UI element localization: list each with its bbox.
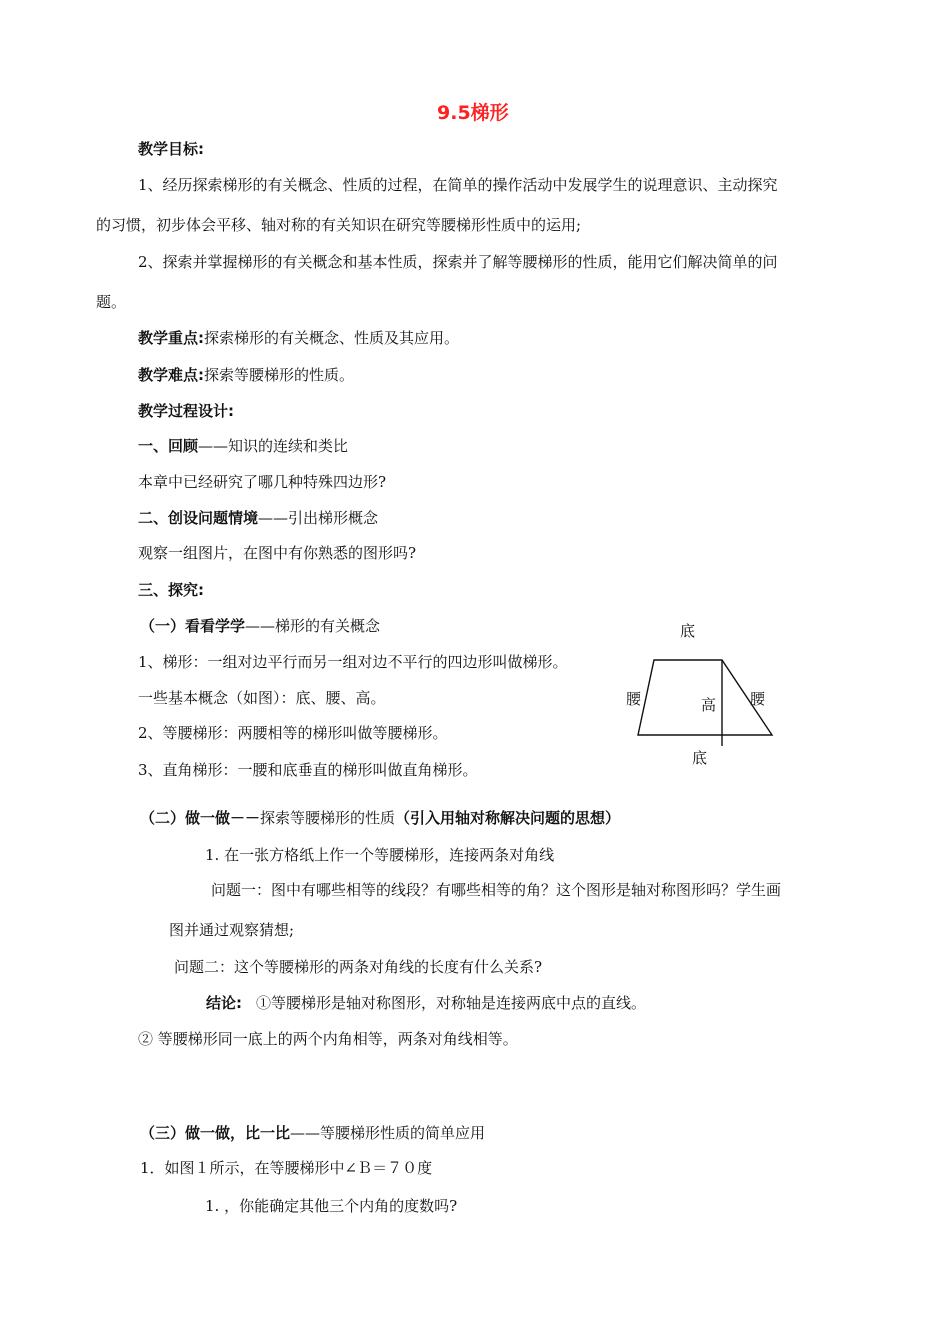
page-title: 9.5梯形 xyxy=(437,102,509,124)
objective-1-line-1: 1、经历探索梯形的有关概念、性质的过程，在简单的操作活动中发展学生的说理意识、主动探究 xyxy=(138,176,778,194)
part-3-heading xyxy=(140,1123,485,1143)
part-2-dash: －－ xyxy=(230,809,261,827)
section-3-heading: 三、探究: xyxy=(138,581,204,599)
part-1-line-2: 一些基本概念（如图）：底、腰、高。 xyxy=(138,689,386,707)
label-left-leg: 腰 xyxy=(626,690,642,708)
section-2-title: 二、创设问题情境 xyxy=(138,509,259,527)
section-2-question: 观察一组图片，在图中有你熟悉的图形吗? xyxy=(138,544,417,562)
label-bottom-base: 底 xyxy=(692,749,708,767)
objective-1-line-2: 的习惯，初步体会平移、轴对称的有关知识在研究等腰梯形性质中的运用; xyxy=(96,216,582,234)
question-1-line-1: 问题一：图中有哪些相等的线段？有哪些相等的角？这个图形是轴对称图形吗？学生画 xyxy=(211,881,782,899)
difficulty-label: 教学难点: xyxy=(138,366,204,384)
key-point-label: 教学重点: xyxy=(138,329,204,347)
conclusion-2: ② 等腰梯形同一底上的两个内角相等，两条对角线相等。 xyxy=(138,1030,518,1048)
label-top-base: 底 xyxy=(680,622,696,640)
part-3-sub-1: 1. ，你能确定其他三个内角的度数吗? xyxy=(205,1197,458,1215)
objective-2-line-2: 题。 xyxy=(96,293,127,311)
section-1-heading xyxy=(138,436,348,456)
part-2-heading xyxy=(140,808,620,828)
part-1-subtitle: ——梯形的有关概念 xyxy=(245,617,381,635)
part-1-title: （一）看看学学 xyxy=(140,617,246,635)
part-1-line-3: 2、等腰梯形：两腰相等的梯形叫做等腰梯形。 xyxy=(138,724,448,742)
objective-2-line-1: 2、探索并掌握梯形的有关概念和基本性质，探索并了解等腰梯形的性质，能用它们解决简单的问 xyxy=(138,253,778,271)
part-3-title: （三）做一做，比一比 xyxy=(140,1124,291,1142)
conclusion-1: ①等腰梯形是轴对称图形，对称轴是连接两底中点的直线。 xyxy=(256,994,647,1012)
part-2-note: （引入用轴对称解决问题的思想） xyxy=(395,809,621,827)
section-1-question: 本章中已经研究了哪几种特殊四边形? xyxy=(138,473,387,491)
part-2-subtitle: 探索等腰梯形的性质 xyxy=(260,809,396,827)
conclusion-1-row xyxy=(206,993,646,1013)
part-3-subtitle: ——等腰梯形性质的简单应用 xyxy=(290,1124,486,1142)
part-1-heading xyxy=(140,616,380,636)
part-1-line-4: 3、直角梯形：一腰和底垂直的梯形叫做直角梯形。 xyxy=(138,761,478,779)
section-2-subtitle: ——引出梯形概念 xyxy=(258,509,379,527)
conclusion-label: 结论: xyxy=(206,994,242,1012)
label-height: 高 xyxy=(701,696,717,714)
section-1-subtitle: ——知识的连续和类比 xyxy=(198,437,349,455)
difficulty xyxy=(138,365,354,385)
question-1-line-2: 图并通过观察猜想; xyxy=(169,921,295,939)
difficulty-text: 探索等腰梯形的性质。 xyxy=(204,366,355,384)
section-1-title: 一、回顾 xyxy=(138,437,199,455)
part-2-step-1: 1. 在一张方格纸上作一个等腰梯形，连接两条对角线 xyxy=(205,846,555,864)
part-2-title: （二）做一做 xyxy=(140,809,231,827)
objectives-heading: 教学目标: xyxy=(138,140,204,158)
question-2: 问题二：这个等腰梯形的两条对角线的长度有什么关系? xyxy=(174,958,543,976)
label-right-leg: 腰 xyxy=(750,690,766,708)
key-point xyxy=(138,328,459,348)
trapezoid-figure xyxy=(600,612,790,772)
part-1-line-1: 1、梯形：一组对边平行而另一组对边不平行的四边形叫做梯形。 xyxy=(138,653,568,671)
key-point-text: 探索梯形的有关概念、性质及其应用。 xyxy=(204,329,460,347)
section-2-heading xyxy=(138,508,378,528)
process-heading: 教学过程设计: xyxy=(138,402,234,420)
part-3-item-1: 1．如图１所示，在等腰梯形中∠Ｂ＝７０度 xyxy=(140,1159,433,1177)
